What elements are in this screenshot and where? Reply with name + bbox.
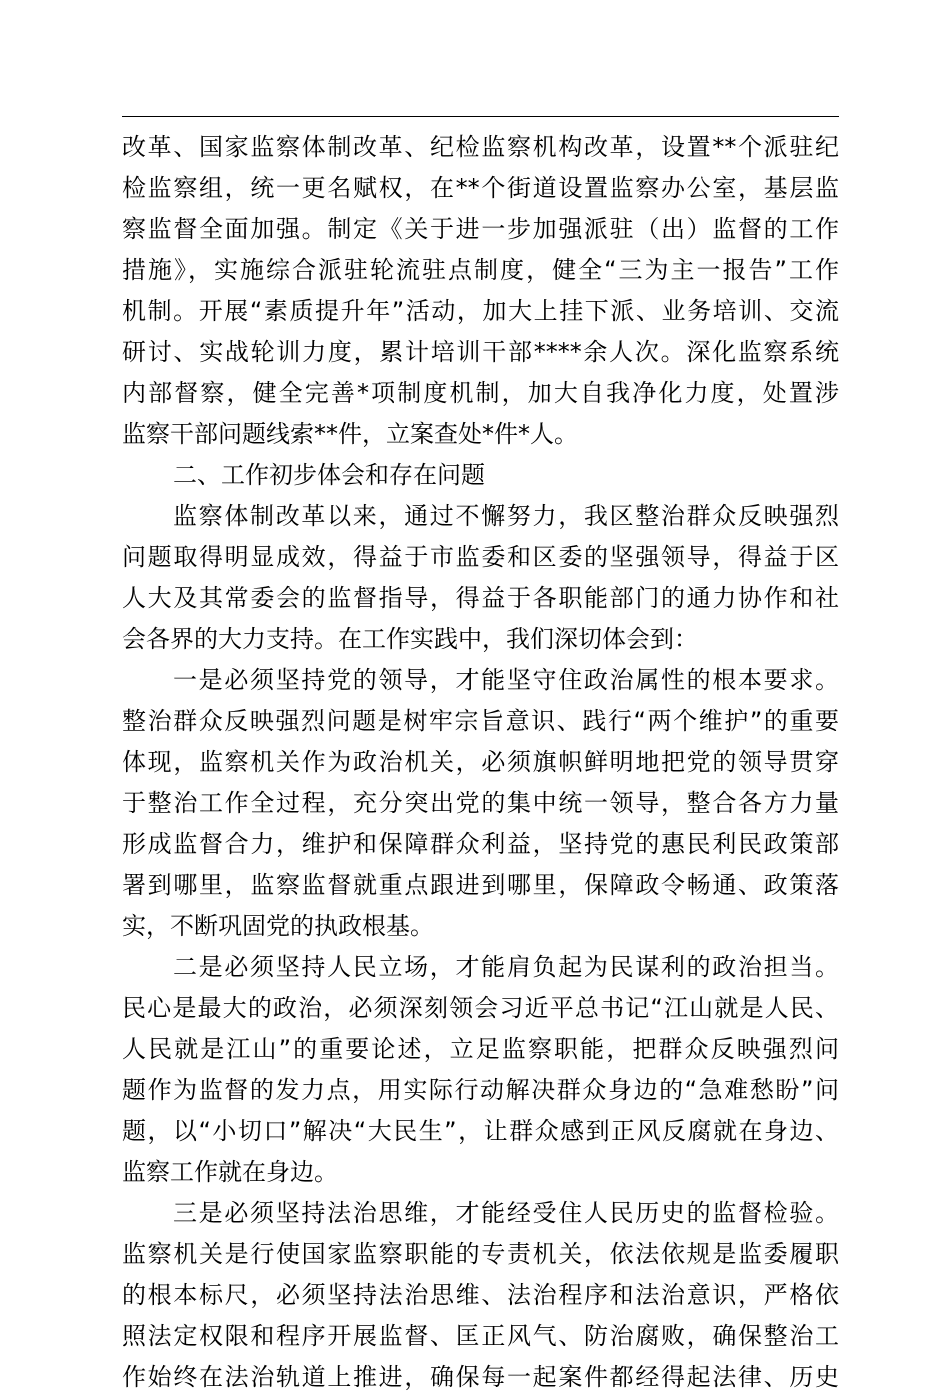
- text-line: 三是必须坚持法治思维，才能经受住人民历史的监督检验。: [173, 1199, 839, 1227]
- text-line: 作始终在法治轨道上推进，确保每一起案件都经得起法律、历史: [122, 1363, 839, 1391]
- text-line: 题作为监督的发力点，用实际行动解决群众身边的“急难愁盼”问: [122, 1076, 839, 1104]
- text-line: 人大及其常委会的监督指导，得益于各职能部门的通力协作和社: [122, 584, 839, 612]
- text-line: 一是必须坚持党的领导，才能坚守住政治属性的根本要求。: [173, 666, 839, 694]
- document-body: [122, 127, 839, 1398]
- text-line: 监察体制改革以来，通过不懈努力，我区整治群众反映强烈: [173, 502, 839, 530]
- text-line: 机制。开展“素质提升年”活动，加大上挂下派、业务培训、交流: [122, 297, 839, 325]
- text-line: 署到哪里，监察监督就重点跟进到哪里，保障政令畅通、政策落: [122, 871, 839, 899]
- text-line: 二、工作初步体会和存在问题: [173, 461, 485, 489]
- text-line: 措施》，实施综合派驻轮流驻点制度，健全“三为主一报告”工作: [122, 256, 839, 284]
- text-line: 监察机关是行使国家监察职能的专责机关，依法依规是监委履职: [122, 1240, 839, 1268]
- text-line: 监察工作就在身边。: [122, 1158, 338, 1186]
- text-line: 人民就是江山”的重要论述，立足监察职能，把群众反映强烈问: [122, 1035, 839, 1063]
- text-line: 检监察组，统一更名赋权，在**个街道设置监察办公室，基层监: [122, 174, 839, 202]
- text-line: 研讨、实战轮训力度，累计培训干部****余人次。深化监察系统: [122, 338, 839, 366]
- text-line: 的根本标尺，必须坚持法治思维、法治程序和法治意识，严格依: [122, 1281, 839, 1309]
- text-line: 题，以“小切口”解决“大民生”，让群众感到正风反腐就在身边、: [122, 1117, 839, 1145]
- text-line: 察监督全面加强。制定《关于进一步加强派驻（出）监督的工作: [122, 215, 839, 243]
- text-line: 体现，监察机关作为政治机关，必须旗帜鲜明地把党的领导贯穿: [122, 748, 839, 776]
- text-line: 于整治工作全过程，充分突出党的集中统一领导，整合各方力量: [122, 789, 839, 817]
- text-line: 二是必须坚持人民立场，才能肩负起为民谋利的政治担当。: [173, 953, 839, 981]
- header-rule: [122, 116, 839, 117]
- text-line: 监察干部问题线索**件，立案查处*件*人。: [122, 420, 578, 448]
- text-line: 实，不断巩固党的执政根基。: [122, 912, 434, 940]
- text-line: 改革、国家监察体制改革、纪检监察机构改革，设置**个派驻纪: [122, 133, 839, 161]
- text-line: 内部督察，健全完善*项制度机制，加大自我净化力度，处置涉: [122, 379, 839, 407]
- text-line: 会各界的大力支持。在工作实践中，我们深切体会到：: [122, 625, 698, 653]
- text-line: 照法定权限和程序开展监督、匡正风气、防治腐败，确保整治工: [122, 1322, 839, 1350]
- text-line: 形成监督合力，维护和保障群众利益，坚持党的惠民利民政策部: [122, 830, 839, 858]
- text-line: 整治群众反映强烈问题是树牢宗旨意识、践行“两个维护”的重要: [122, 707, 839, 735]
- text-line: 民心是最大的政治，必须深刻领会习近平总书记“江山就是人民、: [122, 994, 839, 1022]
- text-line: 问题取得明显成效，得益于市监委和区委的坚强领导，得益于区: [122, 543, 839, 571]
